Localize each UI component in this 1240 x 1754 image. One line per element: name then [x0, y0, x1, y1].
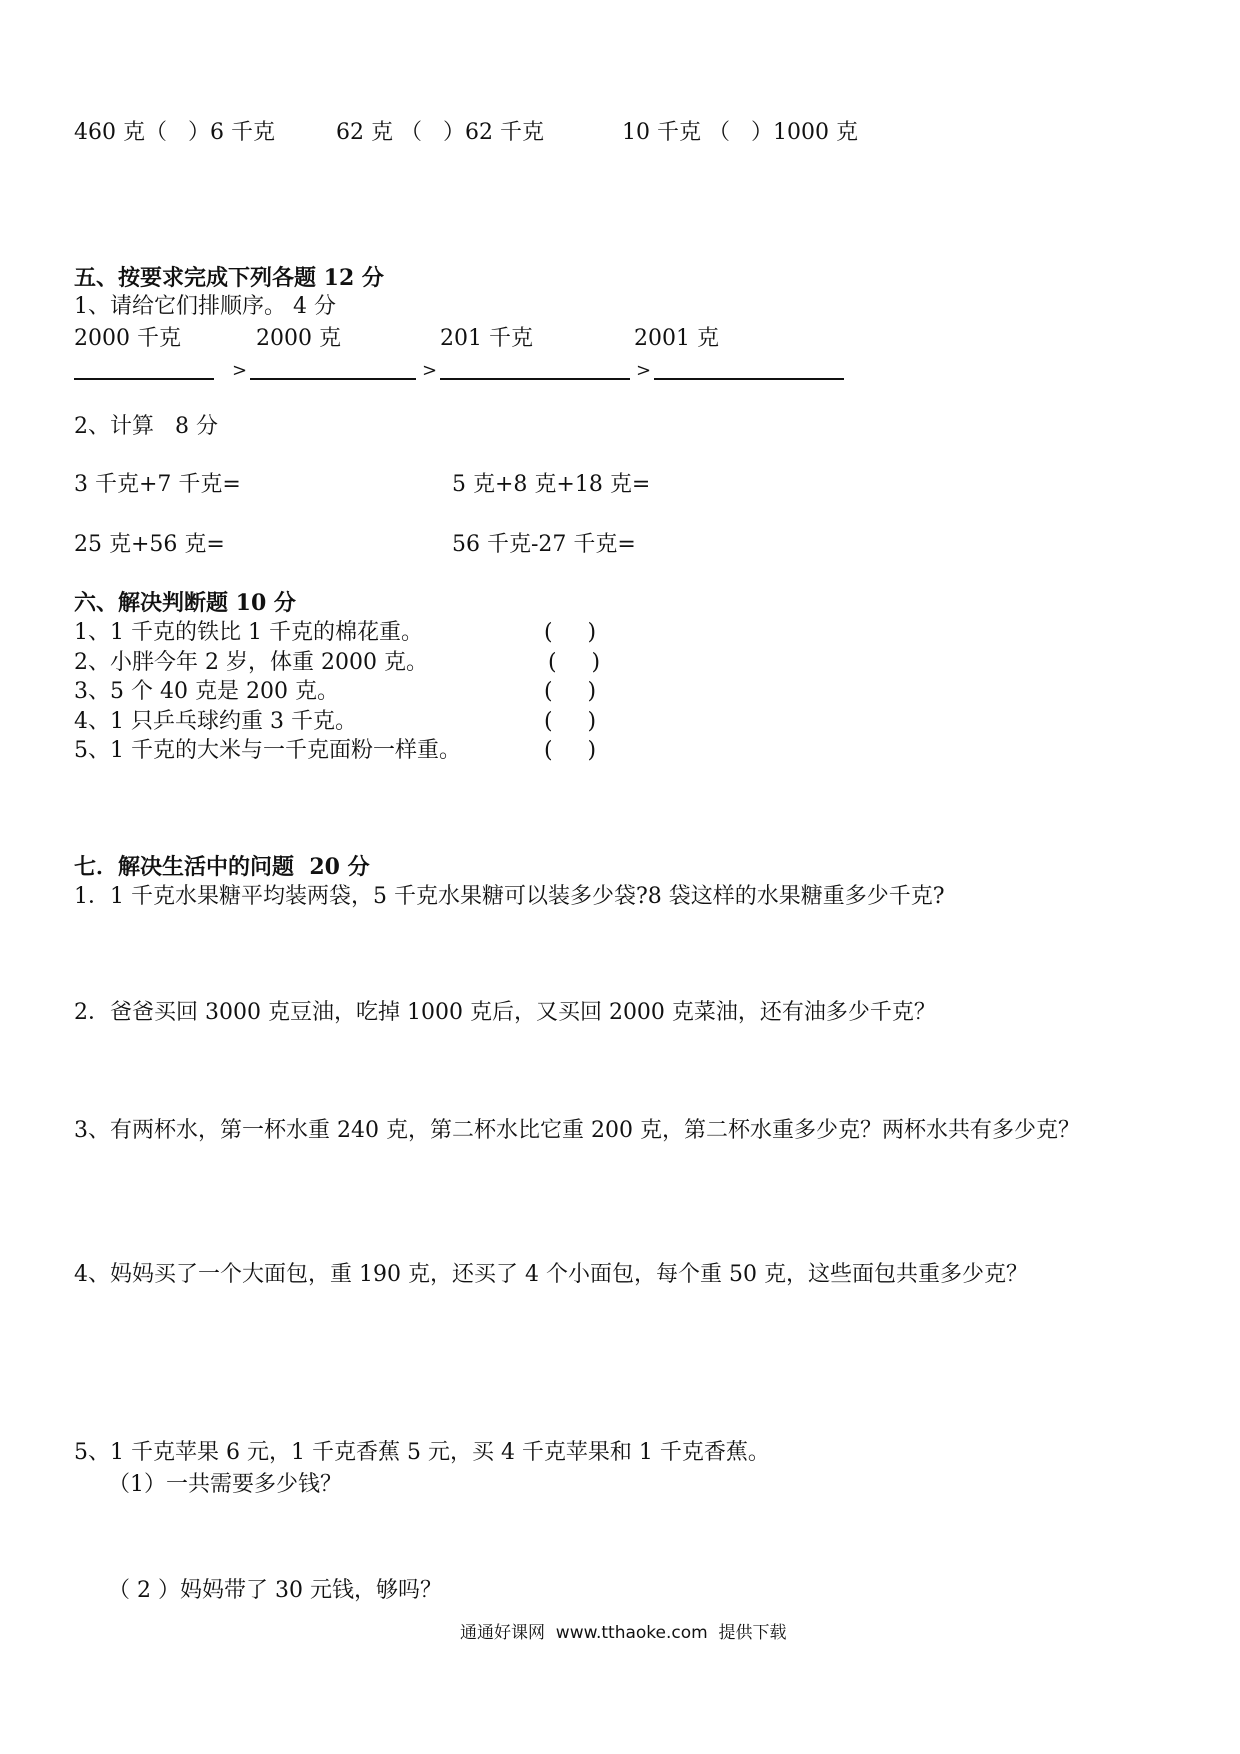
judge-bracket-1[interactable]: ( ) — [544, 620, 597, 645]
judge-item-3: 3、5 个 40 克是 200 克。 — [74, 679, 339, 704]
word-problem-1: 1．1 千克水果糖平均装两袋，5 千克水果糖可以装多少袋?8 袋这样的水果糖重多少千克? — [74, 884, 945, 909]
greater-than-sign-1: > — [232, 360, 248, 381]
word-problem-5-sub-2: （ 2 ）妈妈带了 30 元钱，够吗？ — [108, 1578, 442, 1603]
judge-bracket-3[interactable]: ( ) — [544, 679, 597, 704]
section7-title: 七．解决生活中的问题 20 分 — [74, 854, 370, 880]
section5-q1: 1、请给它们排顺序。 4 分 — [74, 294, 336, 319]
judge-item-1: 1、1 千克的铁比 1 千克的棉花重。 — [74, 620, 423, 645]
calc-item-4: 56 千克-27 千克= — [452, 532, 636, 557]
compare-item-1: 460 克（ ）6 千克 — [74, 120, 275, 145]
word-problem-3: 3、有两杯水，第一杯水重 240 克，第二杯水比它重 200 克，第二杯水重多少克？两杯水共有多少克？ — [74, 1118, 1080, 1143]
judge-item-4: 4、1 只乒乓球约重 3 千克。 — [74, 709, 357, 734]
order-item-1: 2000 千克 — [74, 326, 181, 351]
greater-than-sign-2: > — [422, 360, 438, 381]
compare-item-2: 62 克 （ ）62 千克 — [336, 120, 544, 145]
judge-bracket-5[interactable]: ( ) — [544, 738, 597, 763]
order-item-2: 2000 克 — [256, 326, 341, 351]
section6-title: 六、解决判断题 10 分 — [74, 590, 296, 616]
order-item-4: 2001 克 — [634, 326, 719, 351]
word-problem-2: 2．爸爸买回 3000 克豆油，吃掉 1000 克后，又买回 2000 克菜油，还有油多少千克？ — [74, 1000, 936, 1025]
calc-item-1: 3 千克+7 千克= — [74, 472, 241, 497]
answer-blank-4[interactable] — [654, 378, 844, 380]
judge-bracket-4[interactable]: ( ) — [544, 709, 597, 734]
word-problem-5: 5、1 千克苹果 6 元，1 千克香蕉 5 元，买 4 千克苹果和 1 千克香蕉。 — [74, 1440, 770, 1465]
word-problem-4: 4、妈妈买了一个大面包，重 190 克，还买了 4 个小面包，每个重 50 克，这些面包共重多少克？ — [74, 1262, 1028, 1287]
order-item-3: 201 千克 — [440, 326, 533, 351]
judge-item-2: 2、小胖今年 2 岁，体重 2000 克。 — [74, 650, 428, 675]
footer-text: 通通好课网 www.tthaoke.com 提供下载 — [460, 1623, 787, 1643]
answer-blank-2[interactable] — [250, 378, 416, 380]
compare-item-3: 10 千克 （ ）1000 克 — [622, 120, 858, 145]
calc-item-3: 25 克+56 克= — [74, 532, 225, 557]
judge-bracket-2[interactable]: ( ) — [548, 650, 601, 675]
section5-q2: 2、计算 8 分 — [74, 414, 218, 439]
section5-title: 五、按要求完成下列各题 12 分 — [74, 265, 384, 291]
judge-item-5: 5、1 千克的大米与一千克面粉一样重。 — [74, 738, 461, 763]
word-problem-5-sub-1: （1）一共需要多少钱？ — [108, 1472, 342, 1497]
answer-blank-3[interactable] — [440, 378, 630, 380]
answer-blank-1[interactable] — [74, 378, 214, 380]
calc-item-2: 5 克+8 克+18 克= — [452, 472, 651, 497]
greater-than-sign-3: > — [636, 360, 652, 381]
